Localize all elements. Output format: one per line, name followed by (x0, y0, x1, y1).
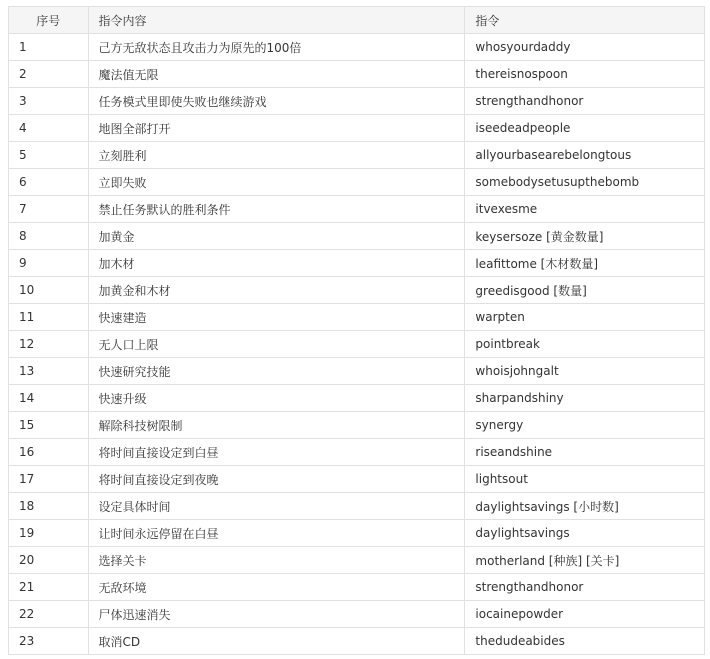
cell-command: daylightsavings [小时数] (465, 493, 705, 520)
cell-index: 13 (9, 358, 89, 385)
cell-description: 解除科技树限制 (88, 412, 465, 439)
cell-command: thereisnospoon (465, 61, 705, 88)
cell-description: 将时间直接设定到夜晚 (88, 466, 465, 493)
table-row (9, 304, 705, 331)
cell-description: 将时间直接设定到白昼 (88, 439, 465, 466)
cell-command: somebodysetusupthebomb (465, 169, 705, 196)
cell-description: 取消CD (88, 628, 465, 655)
cheat-code-table (8, 6, 705, 655)
cell-description: 任务模式里即使失败也继续游戏 (88, 88, 465, 115)
cell-command: lightsout (465, 466, 705, 493)
table-row (9, 61, 705, 88)
cell-description: 快速研究技能 (88, 358, 465, 385)
cell-description: 加木材 (88, 250, 465, 277)
table-row (9, 250, 705, 277)
cell-command: strengthandhonor (465, 88, 705, 115)
cell-index: 1 (9, 34, 89, 61)
table-row (9, 601, 705, 628)
cell-command: keysersoze [黄金数量] (465, 223, 705, 250)
cell-description: 选择关卡 (88, 547, 465, 574)
table-row (9, 223, 705, 250)
table-row (9, 574, 705, 601)
cell-index: 22 (9, 601, 89, 628)
header-description: 指令内容 (88, 7, 465, 34)
cell-command: iocainepowder (465, 601, 705, 628)
cell-index: 5 (9, 142, 89, 169)
table-row (9, 628, 705, 655)
cell-command: motherland [种族] [关卡] (465, 547, 705, 574)
cell-index: 4 (9, 115, 89, 142)
cell-description: 尸体迅速消失 (88, 601, 465, 628)
cell-index: 14 (9, 385, 89, 412)
cell-description: 立即失败 (88, 169, 465, 196)
cell-index: 12 (9, 331, 89, 358)
cell-index: 11 (9, 304, 89, 331)
cell-description: 加黄金和木材 (88, 277, 465, 304)
table-row (9, 196, 705, 223)
table-row (9, 169, 705, 196)
table-row (9, 331, 705, 358)
cell-description: 快速升级 (88, 385, 465, 412)
cell-command: daylightsavings (465, 520, 705, 547)
cell-command: synergy (465, 412, 705, 439)
cell-command: leafittome [木材数量] (465, 250, 705, 277)
table-row (9, 439, 705, 466)
cell-index: 17 (9, 466, 89, 493)
cell-index: 16 (9, 439, 89, 466)
table-row (9, 466, 705, 493)
cell-index: 19 (9, 520, 89, 547)
table-header (9, 7, 705, 34)
cell-index: 9 (9, 250, 89, 277)
cell-description: 己方无敌状态且攻击力为原先的100倍 (88, 34, 465, 61)
cheat-table-container (8, 6, 705, 655)
cell-index: 23 (9, 628, 89, 655)
cell-command: sharpandshiny (465, 385, 705, 412)
table-row (9, 520, 705, 547)
cell-command: greedisgood [数量] (465, 277, 705, 304)
cell-command: thedudeabides (465, 628, 705, 655)
cell-command: riseandshine (465, 439, 705, 466)
table-row (9, 358, 705, 385)
cell-description: 立刻胜利 (88, 142, 465, 169)
cell-description: 魔法值无限 (88, 61, 465, 88)
cell-description: 无人口上限 (88, 331, 465, 358)
cell-index: 21 (9, 574, 89, 601)
cell-command: pointbreak (465, 331, 705, 358)
table-body (9, 34, 705, 655)
cell-command: iseedeadpeople (465, 115, 705, 142)
header-command: 指令 (465, 7, 705, 34)
cell-description: 让时间永远停留在白昼 (88, 520, 465, 547)
table-row (9, 385, 705, 412)
table-row (9, 547, 705, 574)
cell-index: 10 (9, 277, 89, 304)
cell-index: 7 (9, 196, 89, 223)
table-row (9, 493, 705, 520)
cell-index: 18 (9, 493, 89, 520)
cell-command: whosyourdaddy (465, 34, 705, 61)
cell-command: strengthandhonor (465, 574, 705, 601)
header-index: 序号 (9, 7, 89, 34)
cell-command: allyourbasearebelongtous (465, 142, 705, 169)
cell-description: 无敌环境 (88, 574, 465, 601)
cell-command: whoisjohngalt (465, 358, 705, 385)
cell-command: warpten (465, 304, 705, 331)
cell-index: 3 (9, 88, 89, 115)
table-row (9, 412, 705, 439)
cell-index: 2 (9, 61, 89, 88)
cell-description: 地图全部打开 (88, 115, 465, 142)
cell-description: 设定具体时间 (88, 493, 465, 520)
header-row (9, 7, 705, 34)
cell-index: 15 (9, 412, 89, 439)
cell-index: 20 (9, 547, 89, 574)
cell-description: 禁止任务默认的胜利条件 (88, 196, 465, 223)
table-row (9, 115, 705, 142)
cell-description: 加黄金 (88, 223, 465, 250)
table-row (9, 142, 705, 169)
table-row (9, 34, 705, 61)
cell-index: 6 (9, 169, 89, 196)
cell-description: 快速建造 (88, 304, 465, 331)
cell-command: itvexesme (465, 196, 705, 223)
table-row (9, 277, 705, 304)
table-row (9, 88, 705, 115)
cell-index: 8 (9, 223, 89, 250)
